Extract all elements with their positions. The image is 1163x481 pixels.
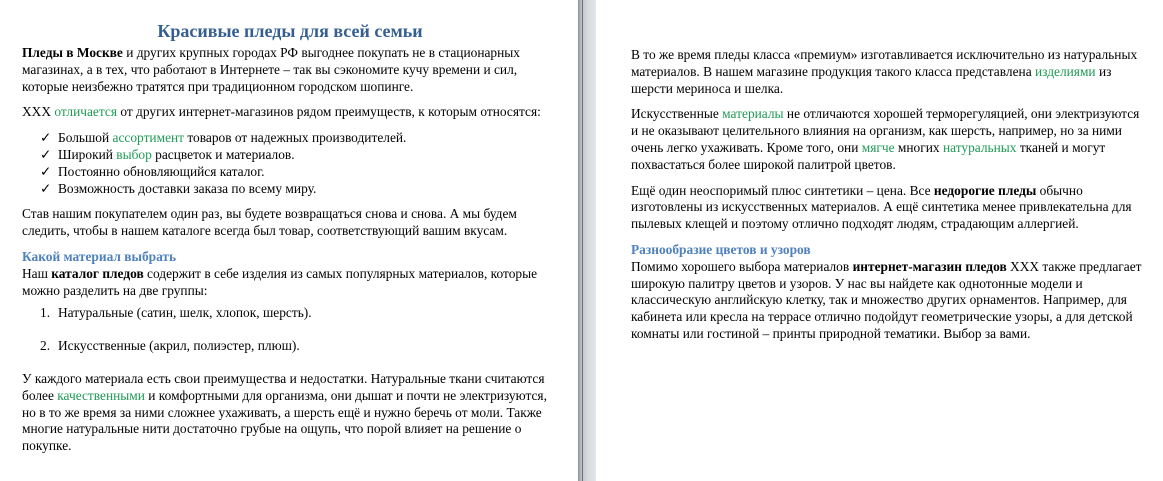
page-right xyxy=(596,0,1163,481)
text-run: Большой xyxy=(58,130,113,146)
link-izdeliyami[interactable]: изделиями xyxy=(1034,63,1096,79)
text-run: и комфортными для организма, они дышат и почти не электризуются, но в то же время за ними сложнее ухаживать, а шерсть ещё и нужно беречь от моли. Также многие натуральные нити достаточно грубые на ощупь, что порой влияет на решение о покупке. xyxy=(22,387,547,454)
text-run: Постоянно обновляющийся каталог. xyxy=(58,163,265,179)
list-number: 1. xyxy=(40,305,51,321)
section-heading-colors: Разнообразие цветов и узоров xyxy=(631,241,811,257)
text-run: У каждого материала есть свои преимущества и недостатки. Натуральные ткани считаются более xyxy=(22,370,545,403)
checkmark-icon: ✓ xyxy=(40,180,52,196)
link-vybor[interactable]: выбор xyxy=(116,146,152,162)
list-item xyxy=(40,338,558,355)
document-title: Красивые пледы для всей семьи xyxy=(157,21,423,41)
list-item xyxy=(40,164,558,181)
text-run: Наш xyxy=(22,265,52,281)
intro-paragraph xyxy=(22,45,558,95)
bold-keyword: интернет-магазин пледов xyxy=(852,258,1007,274)
text-run: Помимо хорошего выбора материалов xyxy=(631,258,853,274)
page-left xyxy=(0,0,578,481)
price-paragraph xyxy=(631,183,1149,233)
checkmark-icon: ✓ xyxy=(40,130,52,146)
bold-keyword: каталог пледов xyxy=(51,265,144,281)
list-item xyxy=(40,147,558,164)
text-run: из шерсти мериноса и шелка. xyxy=(631,63,1112,96)
link-materialy[interactable]: материалы xyxy=(722,106,784,122)
list-item xyxy=(40,181,558,198)
text-run: обычно изготовлены из искусственных материалов. А ещё синтетика менее привлекательна для пылевых клещей и поэтому отлично подходят людям, страдающим аллергией. xyxy=(631,182,1132,232)
advantages-intro-paragraph xyxy=(22,104,558,121)
list-item xyxy=(40,130,558,147)
list-number: 2. xyxy=(40,338,51,354)
page-divider-line xyxy=(582,0,583,481)
checkmark-icon: ✓ xyxy=(40,146,52,162)
advantages-checklist xyxy=(22,130,558,197)
text-run: Искусственные xyxy=(631,106,723,122)
page-divider xyxy=(578,0,596,481)
link-otlichaetsya[interactable]: отличается xyxy=(54,104,117,120)
text-run: расцветок и материалов. xyxy=(151,146,295,162)
section-heading-material: Какой материал выбрать xyxy=(22,248,177,264)
text-run: тканей и могут похвастаться более широкой палитрой цветов. xyxy=(631,139,1106,172)
bold-keyword: недорогие пледы xyxy=(933,182,1037,198)
material-groups-list xyxy=(22,305,558,355)
link-assortment[interactable]: ассортимент xyxy=(112,130,185,146)
text-run: Возможность доставки заказа по всему миру. xyxy=(58,180,317,196)
text-run: В то же время пледы класса «премиум» изготавливается исключительно из натуральных материалов. В нашем магазине продукция такого класса представлена xyxy=(631,47,1138,79)
text-run: Ещё один неоспоримый плюс синтетики – цена. Все xyxy=(631,182,934,198)
text-run: не отличаются хорошей терморегуляцией, они электризуются и не оказывают целительного влияния на организм, как шерсть, например, но за ними очень легко ухаживать. Кроме того, они xyxy=(631,106,1140,155)
text-run: товаров от надежных производителей. xyxy=(184,130,407,146)
synthetic-paragraph xyxy=(631,106,1149,173)
text-run: от других интернет-магазинов рядом преимуществ, к которым относятся: xyxy=(116,104,541,120)
text-run: ХХХ xyxy=(22,104,55,120)
link-kachestvennymi[interactable]: качественными xyxy=(57,387,145,403)
premium-paragraph xyxy=(631,47,1149,97)
list-item xyxy=(40,305,558,322)
customer-paragraph: Став нашим покупателем один раз, вы будете возвращаться снова и снова. А мы будем следить, чтобы в нашем каталоге всегда был товар, соответствующий вашим вкусам. xyxy=(22,206,517,239)
text-run: ХХХ также предлагает широкую палитру цветов и узоров. У нас вы найдете как однотонные модели и классическую английскую клетку, так и множество других орнаментов. Например, для кабинета или кресла на террасе отлично подойдут геометрические узоры, а для детской комнаты или гостиной – принты природной тематики. Выбор за вами. xyxy=(631,258,1142,341)
checkmark-icon: ✓ xyxy=(40,163,52,179)
colors-paragraph xyxy=(631,259,1149,343)
link-myagche[interactable]: мягче xyxy=(861,139,895,155)
list-item-text: Натуральные (сатин, шелк, хлопок, шерсть). xyxy=(58,305,312,321)
text-run: Широкий xyxy=(58,146,117,162)
text-run: содержит в себе изделия из самых популярных материалов, которые можно разделить на две группы: xyxy=(22,265,538,298)
materials-comparison-paragraph xyxy=(22,371,558,455)
link-naturalnyh[interactable]: натуральных xyxy=(942,139,1017,155)
list-item-text: Искусственные (акрил, полиэстер, плюш). xyxy=(58,338,300,354)
text-run: многих xyxy=(894,139,943,155)
catalog-paragraph xyxy=(22,266,558,300)
bold-keyword: Пледы в Москве xyxy=(22,45,123,60)
text-run: и других крупных городах РФ выгоднее покупать не в стационарных магазинах, а в тех, что работают в Интернете – так вы сэкономите кучу времени и сил, которые неизбежно тратятся при традиционном городском шопинге. xyxy=(22,45,520,94)
